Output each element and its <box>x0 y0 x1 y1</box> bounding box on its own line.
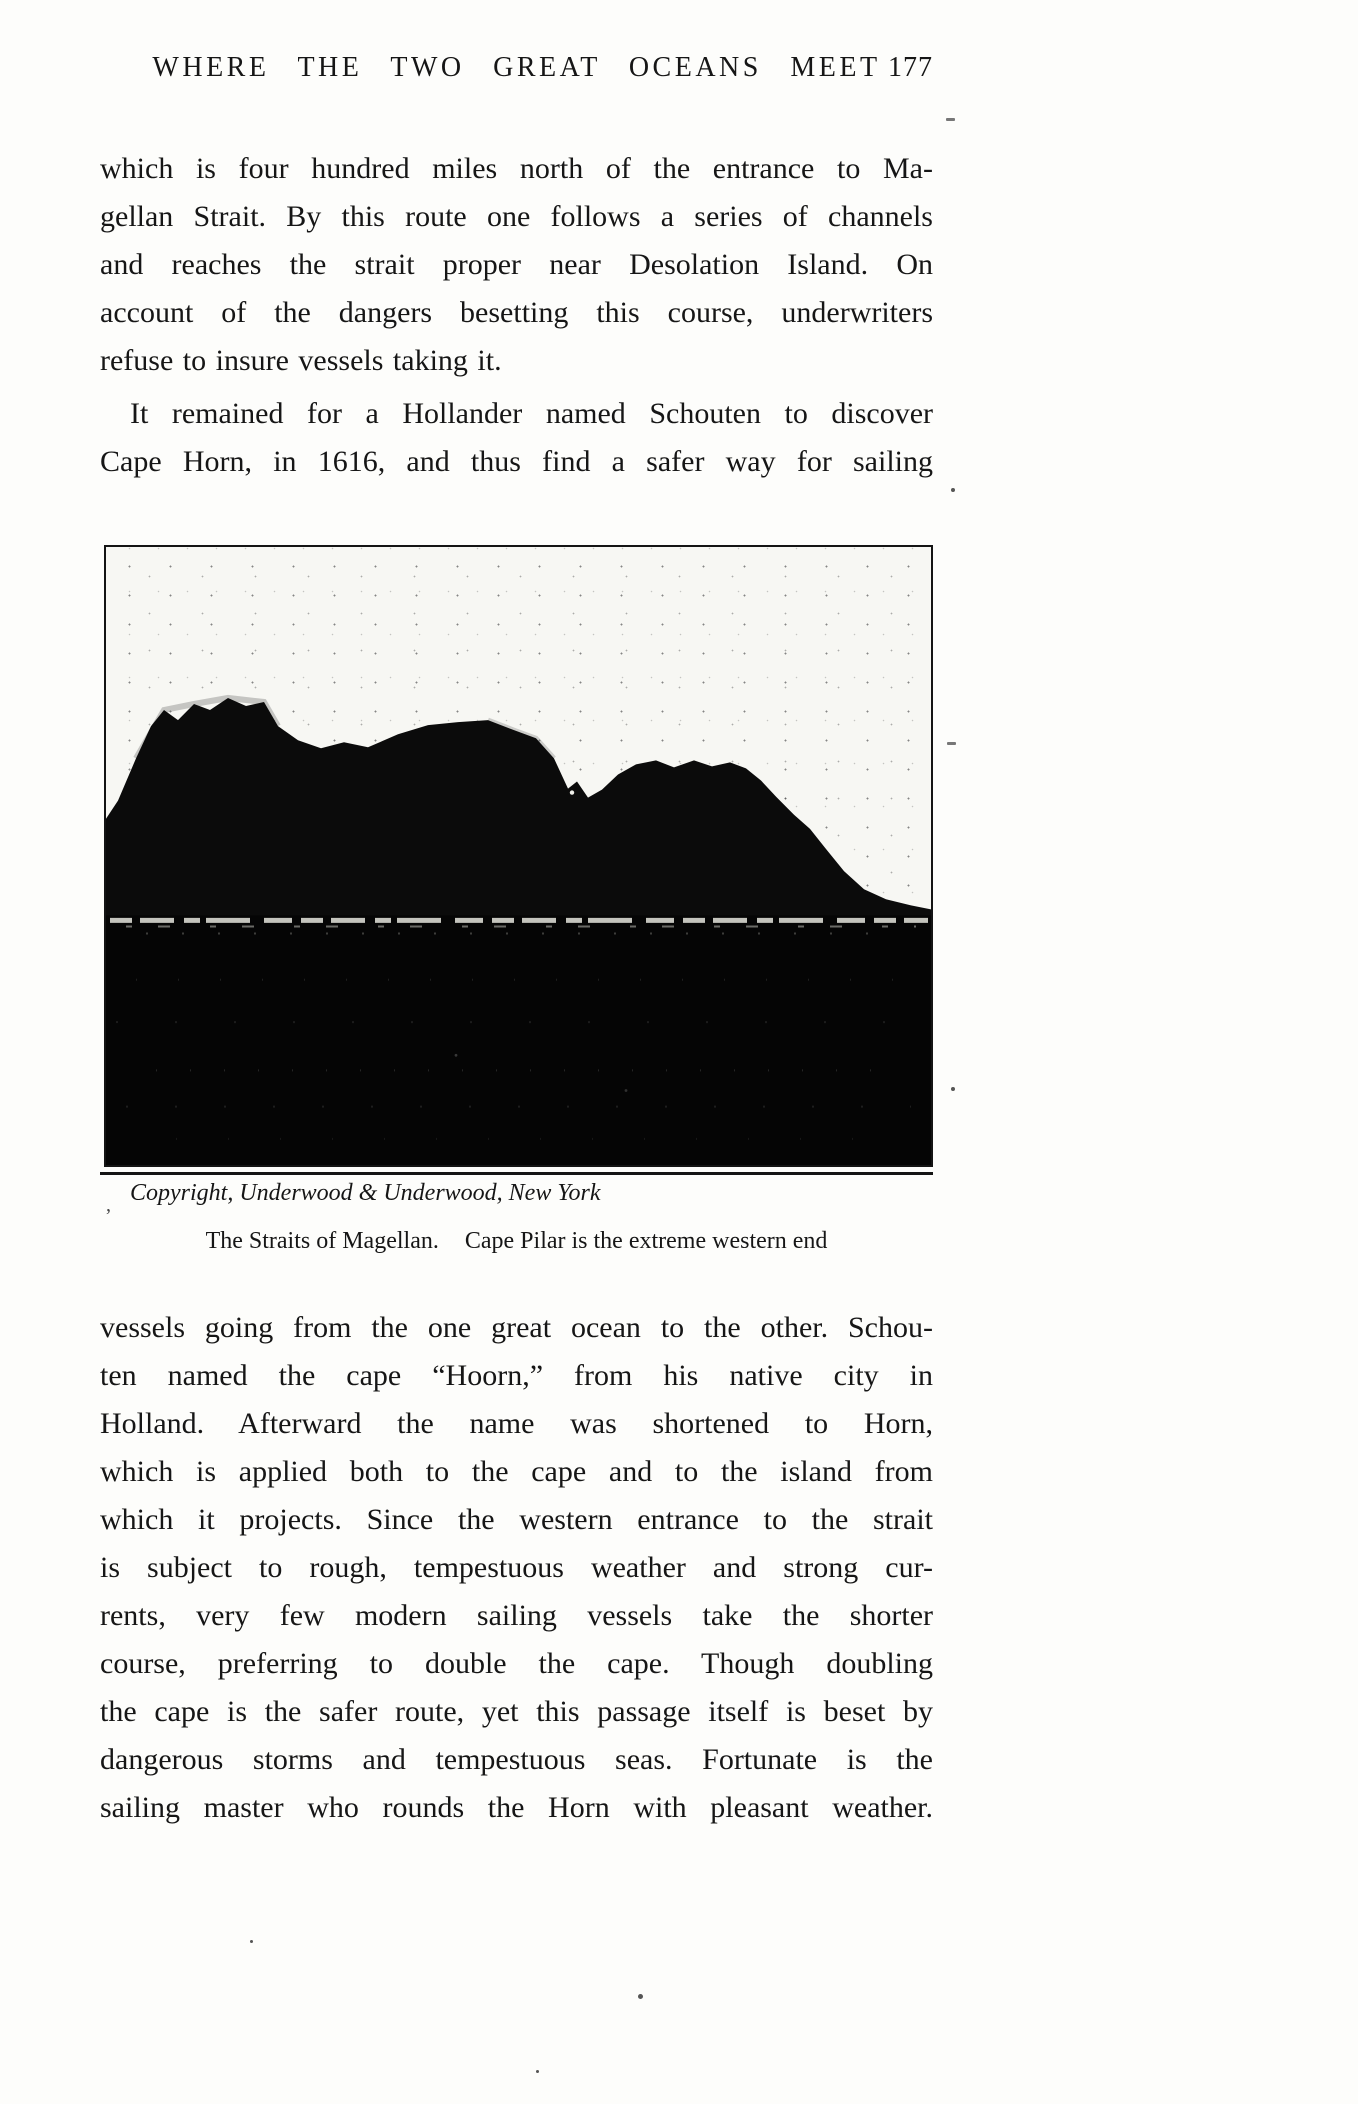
text-line: dangerous storms and tempestuous seas. Fortunate is the <box>100 1743 933 1776</box>
paragraph-schouten <box>100 390 933 486</box>
page-title: WHERE THE TWO GREAT OCEANS MEET <box>152 52 881 83</box>
text-line: vessels going from the one great ocean to the other. Schou- <box>100 1311 933 1344</box>
water-speckle <box>625 1089 628 1092</box>
text-line: refuse to insure vessels taking it. <box>100 344 502 377</box>
photo-art <box>106 547 931 1165</box>
caption-main: The Straits of Magellan. <box>205 1228 439 1254</box>
text-line: It remained for a Hollander named Schouten to discover <box>130 397 933 430</box>
scan-speck <box>638 1994 643 1999</box>
photograph-straits-of-magellan <box>104 545 933 1167</box>
figure-bottom-rule <box>100 1172 933 1175</box>
paragraph-continued <box>100 145 933 385</box>
text-line: account of the dangers besetting this course, underwriters <box>100 296 933 329</box>
page-number: 177 <box>888 52 933 83</box>
mountain-silhouette-icon <box>106 698 931 932</box>
text-line: ten named the cape “Hoorn,” from his native city in <box>100 1359 933 1392</box>
water-speckle <box>455 1054 458 1057</box>
photo-credit <box>100 1180 933 1216</box>
text-line: Cape Horn, in 1616, and thus find a safer way for sailing <box>100 445 933 478</box>
text-column <box>100 0 933 2104</box>
text-line: which it projects. Since the western entrance to the strait <box>100 1503 933 1536</box>
scan-speck <box>951 488 955 492</box>
text-line: which is four hundred miles north of the entrance to Ma- <box>100 152 933 185</box>
text-line: is subject to rough, tempestuous weather and strong cur- <box>100 1551 933 1584</box>
text-line: the cape is the safer route, yet this passage itself is beset by <box>100 1695 933 1728</box>
scan-comma-mark: , <box>106 1194 111 1216</box>
text-line: sailing master who rounds the Horn with pleasant weather. <box>100 1791 933 1824</box>
light-fleck <box>570 790 574 794</box>
text-line: course, preferring to double the cape. Though doubling <box>100 1647 933 1680</box>
caption-sub: Cape Pilar is the extreme western end <box>464 1228 828 1254</box>
text-line: Holland. Afterward the name was shortened to Horn, <box>100 1407 933 1440</box>
text-line: rents, very few modern sailing vessels take the shorter <box>100 1599 933 1632</box>
water <box>106 915 931 1165</box>
photo-credit-text: Copyright, Underwood & Underwood, New York <box>130 1180 601 1206</box>
scan-speck <box>951 1087 955 1091</box>
scan-speck <box>250 1940 253 1943</box>
scan-speck <box>946 118 955 121</box>
running-header <box>100 52 933 84</box>
text-line: gellan Strait. By this route one follows a series of channels <box>100 200 933 233</box>
text-line: which is applied both to the cape and to the island from <box>100 1455 933 1488</box>
scan-speck <box>947 742 956 745</box>
paragraph-cape-horn <box>100 1304 933 1832</box>
scan-speck <box>536 2070 539 2073</box>
text-line: and reaches the strait proper near Desolation Island. On <box>100 248 933 281</box>
photo-caption <box>100 1228 933 1255</box>
